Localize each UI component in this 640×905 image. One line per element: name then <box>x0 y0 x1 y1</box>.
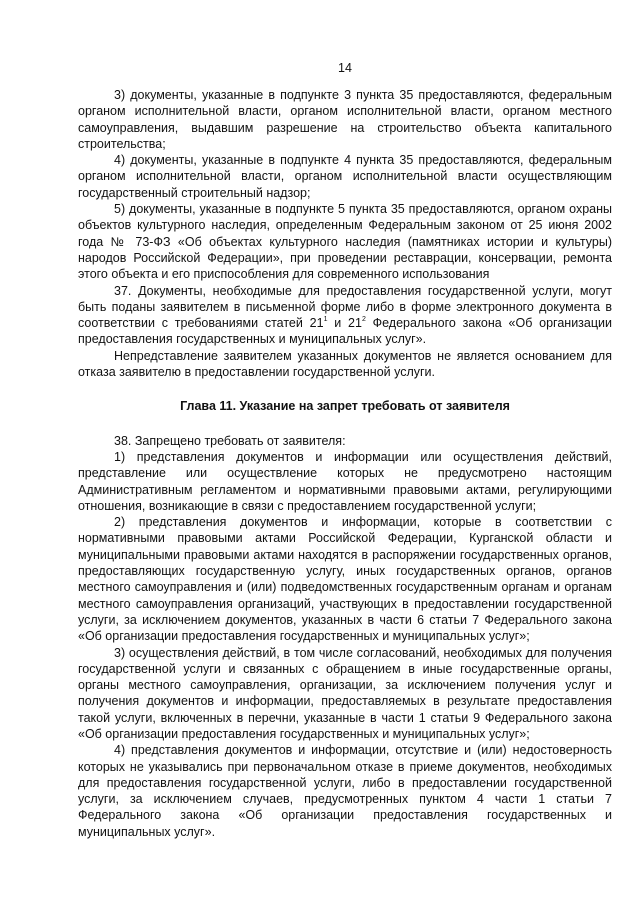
paragraph-37 <box>78 283 612 348</box>
paragraph-37-text-2: и 21 <box>327 316 362 331</box>
paragraph-36-item-5: 5) документы, указанные в подпункте 5 пункта 35 предоставляются, органом охраны объектов культурного наследия, определенным Федеральным законом от 25 июня 2002 года № 73-ФЗ «Об объектах культурного наследия (памятниках истории и культуры) народов Российской Федерации», при проведении реставрации, консервации, ремонта этого объекта и его приспособления для современного использования <box>78 202 612 282</box>
paragraph-38-item-3: 3) осуществления действий, в том числе согласований, необходимых для получения государственной услуги и связанных с обращением в иные государственные органы, органы местного самоуправления, организации, за исключением получения услуг и получения документов и информации, предоставляемых в результате предоставления такой услуги, включенных в перечни, указанные в части 1 статьи 9 Федерального закона «Об организации предоставления государственных и муниципальных услуг»; <box>78 645 612 741</box>
paragraph-37-text-1: 37. Документы, необходимые для предоставления государственной услуги, могут быть поданы заявителем в письменной форме либо в форме электронного документа в соответствии с требованиями статей 21 <box>78 283 612 331</box>
page-number: 14 <box>338 61 352 75</box>
superscript-2: 2 <box>361 316 366 324</box>
paragraph-38: 38. Запрещено требовать от заявителя: <box>114 433 346 448</box>
superscript-1: 1 <box>323 316 328 324</box>
paragraph-38-item-2: 2) представления документов и информации, которые в соответствии с нормативными правовыми актами Российской Федерации, Курганской области и муниципальными правовыми актами находятся в распоряжении государственных органов, предоставляющих государственную услугу, иных государственных органов, органов местного самоуправления и (или) подведомственных государственным органам и органам местного самоуправления организаций, участвующих в предоставлении государственной услуги, за исключением документов, указанных в части 6 статьи 7 Федерального закона «Об организации предоставления государственных и муниципальных услуг»; <box>78 515 612 644</box>
document-page <box>78 0 612 905</box>
document-body <box>78 87 612 840</box>
paragraph-38-item-1: 1) представления документов и информации или осуществления действий, представление или осуществление которых не предусмотрено настоящим Административным регламентом и нормативными правовыми актами, регулирующими отношения, возникающие в связи с предоставлением государственной услуги; <box>78 449 612 513</box>
chapter-title: Глава 11. Указание на запрет требовать от заявителя <box>180 399 510 414</box>
paragraph-37-text-3: Федерального закона «Об организации предоставления государственных и муниципальных услуг». <box>78 316 612 347</box>
paragraph-36-item-3: 3) документы, указанные в подпункте 3 пункта 35 предоставляются, федеральным органом исполнительной власти, органом исполнительной власти, органом местного самоуправления, выдавшим разрешение на строительство объекта капитального строительства; <box>78 88 612 151</box>
paragraph-non-submission: Непредставление заявителем указанных документов не является основанием для отказа заявителю в предоставлении государственной услуги. <box>78 348 612 380</box>
paragraph-36-item-4: 4) документы, указанные в подпункте 4 пункта 35 предоставляются, федеральным органом исполнительной власти, органом исполнительной власти осуществляющим государственный строительный надзор; <box>78 153 612 200</box>
paragraph-38-item-4: 4) представления документов и информации, отсутствие и (или) недостоверность которых не указывались при первоначальном отказе в приеме документов, необходимых для предоставления государственной услуги, либо в предоставлении государственной услуги, за исключением случаев, предусмотренных пунктом 4 части 1 статьи 7 Федерального закона «Об организации предоставления государственных и муниципальных услуг». <box>78 743 612 839</box>
